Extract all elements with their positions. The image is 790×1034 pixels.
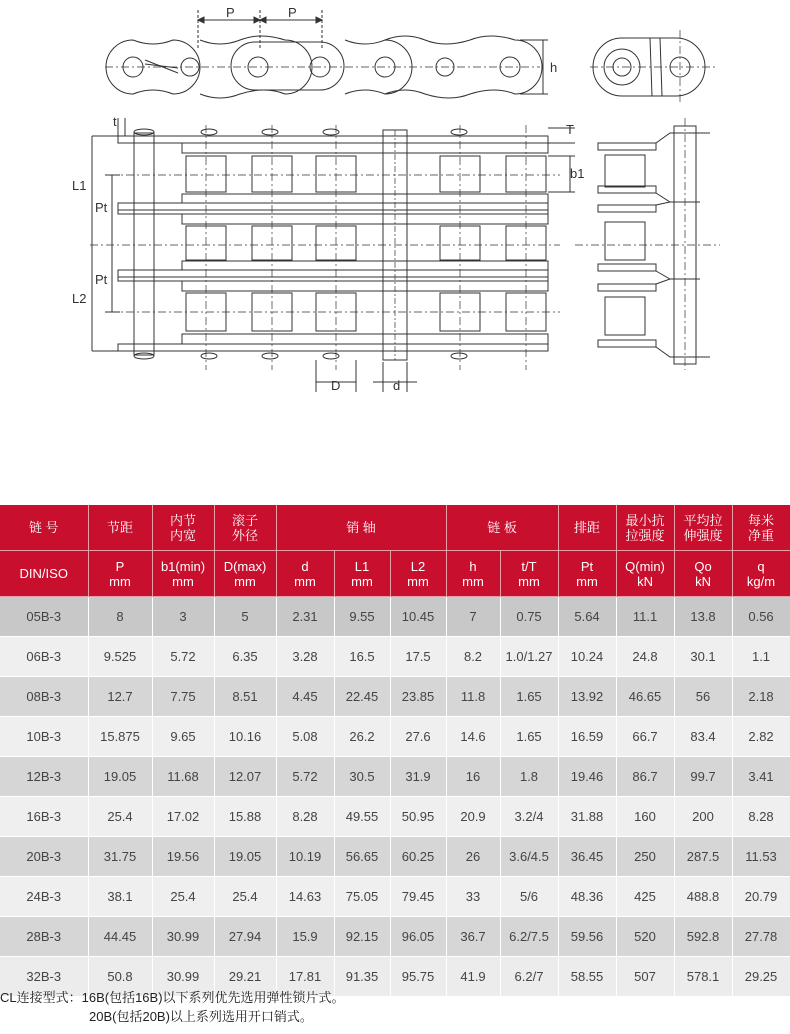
label-h: h xyxy=(550,60,558,75)
th-pt: Pt mm xyxy=(558,551,616,597)
th-plate: 链 板 xyxy=(446,505,558,551)
note-line-2: 20B(包括20B)以上系列选用开口销式。 xyxy=(89,1009,313,1024)
table-cell: 250 xyxy=(616,837,674,877)
table-cell: 22.45 xyxy=(334,677,390,717)
table-cell: 0.75 xyxy=(500,597,558,637)
table-cell: 17.81 xyxy=(276,957,334,997)
table-cell: 12.07 xyxy=(214,757,276,797)
label-Pt2: Pt xyxy=(95,272,108,287)
table-row xyxy=(0,797,790,837)
table-cell: 14.63 xyxy=(276,877,334,917)
table-cell: 58.55 xyxy=(558,957,616,997)
table-cell: 31.88 xyxy=(558,797,616,837)
table-cell: 0.56 xyxy=(732,597,790,637)
table-cell: 5 xyxy=(214,597,276,637)
label-p2: P xyxy=(288,5,297,20)
table-cell: 31.9 xyxy=(390,757,446,797)
table-cell: 12.7 xyxy=(88,677,152,717)
table-cell: 488.8 xyxy=(674,877,732,917)
table-cell: 3 xyxy=(152,597,214,637)
th-min-tensile: 最小抗 拉强度 xyxy=(616,505,674,551)
label-L2: L2 xyxy=(72,291,87,306)
th-weight: 每米 净重 xyxy=(732,505,790,551)
th-roller-dia: 滚子 外径 xyxy=(214,505,276,551)
th-chain-no: 链 号 xyxy=(0,505,88,551)
side-view xyxy=(105,10,548,98)
label-p1: P xyxy=(226,5,235,20)
table-cell: 9.525 xyxy=(88,637,152,677)
plan-view xyxy=(90,118,575,392)
table-cell: 23.85 xyxy=(390,677,446,717)
table-cell: 5/6 xyxy=(500,877,558,917)
table-cell: 19.56 xyxy=(152,837,214,877)
table-cell: 19.05 xyxy=(88,757,152,797)
table-cell: 8.2 xyxy=(446,637,500,677)
table-cell: 19.05 xyxy=(214,837,276,877)
table-cell: 30.1 xyxy=(674,637,732,677)
table-cell: 9.65 xyxy=(152,717,214,757)
label-t: t xyxy=(113,114,117,129)
table-cell: 49.55 xyxy=(334,797,390,837)
th-row-pitch: 排距 xyxy=(558,505,616,551)
header-row-titles xyxy=(0,505,790,551)
table-cell: 8.51 xyxy=(214,677,276,717)
table-cell: 287.5 xyxy=(674,837,732,877)
table-cell: 24B-3 xyxy=(0,877,88,917)
table-cell: 7.75 xyxy=(152,677,214,717)
th-d: d mm xyxy=(276,551,334,597)
table-cell: 27.6 xyxy=(390,717,446,757)
table-cell: 8.28 xyxy=(276,797,334,837)
table-cell: 3.28 xyxy=(276,637,334,677)
th-dmax: D(max) mm xyxy=(214,551,276,597)
th-h: h mm xyxy=(446,551,500,597)
table-cell: 1.65 xyxy=(500,717,558,757)
table-cell: 15.875 xyxy=(88,717,152,757)
table-cell: 20.79 xyxy=(732,877,790,917)
label-Pt1: Pt xyxy=(95,200,108,215)
table-cell: 10.16 xyxy=(214,717,276,757)
table-cell: 29.25 xyxy=(732,957,790,997)
table-cell: 8 xyxy=(88,597,152,637)
table-cell: 36.7 xyxy=(446,917,500,957)
th-qmin: Q(min) kN xyxy=(616,551,674,597)
table-cell: 86.7 xyxy=(616,757,674,797)
table-cell: 44.45 xyxy=(88,917,152,957)
table-cell: 5.64 xyxy=(558,597,616,637)
table-cell: 13.92 xyxy=(558,677,616,717)
table-cell: 11.8 xyxy=(446,677,500,717)
table-cell: 16.5 xyxy=(334,637,390,677)
th-pitch: 节距 xyxy=(88,505,152,551)
table-cell: 31.75 xyxy=(88,837,152,877)
th-p: P mm xyxy=(88,551,152,597)
table-cell: 15.88 xyxy=(214,797,276,837)
table-cell: 6.2/7 xyxy=(500,957,558,997)
table-cell: 7 xyxy=(446,597,500,637)
th-l1: L1 mm xyxy=(334,551,390,597)
table-cell: 8.28 xyxy=(732,797,790,837)
table-cell: 9.55 xyxy=(334,597,390,637)
table-cell: 05B-3 xyxy=(0,597,88,637)
table-cell: 95.75 xyxy=(390,957,446,997)
table-cell: 79.45 xyxy=(390,877,446,917)
table-cell: 13.8 xyxy=(674,597,732,637)
table-cell: 5.72 xyxy=(276,757,334,797)
label-b1: b1 xyxy=(570,166,585,181)
table-cell: 83.4 xyxy=(674,717,732,757)
table-row xyxy=(0,757,790,797)
end-view-plan xyxy=(575,118,720,370)
table-cell: 5.08 xyxy=(276,717,334,757)
table-cell: 3.2/4 xyxy=(500,797,558,837)
table-body xyxy=(0,597,790,997)
table-cell: 1.0/1.27 xyxy=(500,637,558,677)
table-cell: 12B-3 xyxy=(0,757,88,797)
table-cell: 6.35 xyxy=(214,637,276,677)
table-cell: 59.56 xyxy=(558,917,616,957)
table-cell: 17.5 xyxy=(390,637,446,677)
table-cell: 56 xyxy=(674,677,732,717)
table-cell: 33 xyxy=(446,877,500,917)
notes xyxy=(0,988,345,1026)
table-cell: 46.65 xyxy=(616,677,674,717)
table-cell: 06B-3 xyxy=(0,637,88,677)
th-q: q kg/m xyxy=(732,551,790,597)
table-cell: 50.95 xyxy=(390,797,446,837)
table-cell: 27.78 xyxy=(732,917,790,957)
table-cell: 10.45 xyxy=(390,597,446,637)
table-cell: 14.6 xyxy=(446,717,500,757)
label-L1: L1 xyxy=(72,178,87,193)
table-cell: 41.9 xyxy=(446,957,500,997)
table-cell: 92.15 xyxy=(334,917,390,957)
table-cell: 10.24 xyxy=(558,637,616,677)
table-cell: 66.7 xyxy=(616,717,674,757)
table-cell: 30.99 xyxy=(152,917,214,957)
table-cell: 11.53 xyxy=(732,837,790,877)
table-cell: 29.21 xyxy=(214,957,276,997)
table-cell: 25.4 xyxy=(214,877,276,917)
table-cell: 32B-3 xyxy=(0,957,88,997)
table-cell: 520 xyxy=(616,917,674,957)
table-cell: 28B-3 xyxy=(0,917,88,957)
th-inner-width: 内节 内宽 xyxy=(152,505,214,551)
table-cell: 3.6/4.5 xyxy=(500,837,558,877)
table-cell: 10B-3 xyxy=(0,717,88,757)
table-cell: 1.8 xyxy=(500,757,558,797)
table-cell: 50.8 xyxy=(88,957,152,997)
table-cell: 1.65 xyxy=(500,677,558,717)
th-l2: L2 mm xyxy=(390,551,446,597)
table-cell: 10.19 xyxy=(276,837,334,877)
table-row xyxy=(0,877,790,917)
table-cell: 2.31 xyxy=(276,597,334,637)
table-cell: 11.68 xyxy=(152,757,214,797)
chain-drawing xyxy=(0,0,790,505)
label-D: D xyxy=(331,378,341,393)
table-cell: 2.18 xyxy=(732,677,790,717)
table-cell: 56.65 xyxy=(334,837,390,877)
table-cell: 48.36 xyxy=(558,877,616,917)
table-row xyxy=(0,597,790,637)
label-T: T xyxy=(566,122,574,137)
note-line-1: CL连接型式：16B(包括16B)以下系列优先选用弹性锁片式。 xyxy=(0,990,345,1005)
table-row xyxy=(0,717,790,757)
table-cell: 6.2/7.5 xyxy=(500,917,558,957)
th-b1: b1(min) mm xyxy=(152,551,214,597)
table-cell: 25.4 xyxy=(88,797,152,837)
th-avg-tensile: 平均拉 伸强度 xyxy=(674,505,732,551)
table-cell: 38.1 xyxy=(88,877,152,917)
table-cell: 592.8 xyxy=(674,917,732,957)
th-din-iso: DIN/ISO xyxy=(0,551,88,597)
table-cell: 36.45 xyxy=(558,837,616,877)
table-cell: 16 xyxy=(446,757,500,797)
table-cell: 20B-3 xyxy=(0,837,88,877)
table-cell: 75.05 xyxy=(334,877,390,917)
table-row xyxy=(0,637,790,677)
table-cell: 30.5 xyxy=(334,757,390,797)
table-cell: 91.35 xyxy=(334,957,390,997)
table-row xyxy=(0,837,790,877)
table-cell: 30.99 xyxy=(152,957,214,997)
table-cell: 99.7 xyxy=(674,757,732,797)
table-cell: 507 xyxy=(616,957,674,997)
table-cell: 19.46 xyxy=(558,757,616,797)
table-cell: 17.02 xyxy=(152,797,214,837)
header-row-units xyxy=(0,551,790,597)
table-cell: 425 xyxy=(616,877,674,917)
table-cell: 11.1 xyxy=(616,597,674,637)
table-cell: 26 xyxy=(446,837,500,877)
table-cell: 160 xyxy=(616,797,674,837)
table-cell: 25.4 xyxy=(152,877,214,917)
table-cell: 08B-3 xyxy=(0,677,88,717)
table-cell: 4.45 xyxy=(276,677,334,717)
table-row xyxy=(0,917,790,957)
label-d: d xyxy=(393,378,401,393)
table-cell: 96.05 xyxy=(390,917,446,957)
table-cell: 20.9 xyxy=(446,797,500,837)
table-cell: 3.41 xyxy=(732,757,790,797)
table-cell: 26.2 xyxy=(334,717,390,757)
table-cell: 16.59 xyxy=(558,717,616,757)
spec-table xyxy=(0,505,790,997)
table-cell: 200 xyxy=(674,797,732,837)
table-cell: 1.1 xyxy=(732,637,790,677)
table-cell: 24.8 xyxy=(616,637,674,677)
table-cell: 16B-3 xyxy=(0,797,88,837)
table-cell: 27.94 xyxy=(214,917,276,957)
th-pin: 销 轴 xyxy=(276,505,446,551)
table-cell: 60.25 xyxy=(390,837,446,877)
end-view-top xyxy=(590,30,715,104)
table-cell: 15.9 xyxy=(276,917,334,957)
table-cell: 578.1 xyxy=(674,957,732,997)
table-row xyxy=(0,677,790,717)
table-cell: 5.72 xyxy=(152,637,214,677)
th-q0: Qo kN xyxy=(674,551,732,597)
table-cell: 2.82 xyxy=(732,717,790,757)
th-tT: t/T mm xyxy=(500,551,558,597)
